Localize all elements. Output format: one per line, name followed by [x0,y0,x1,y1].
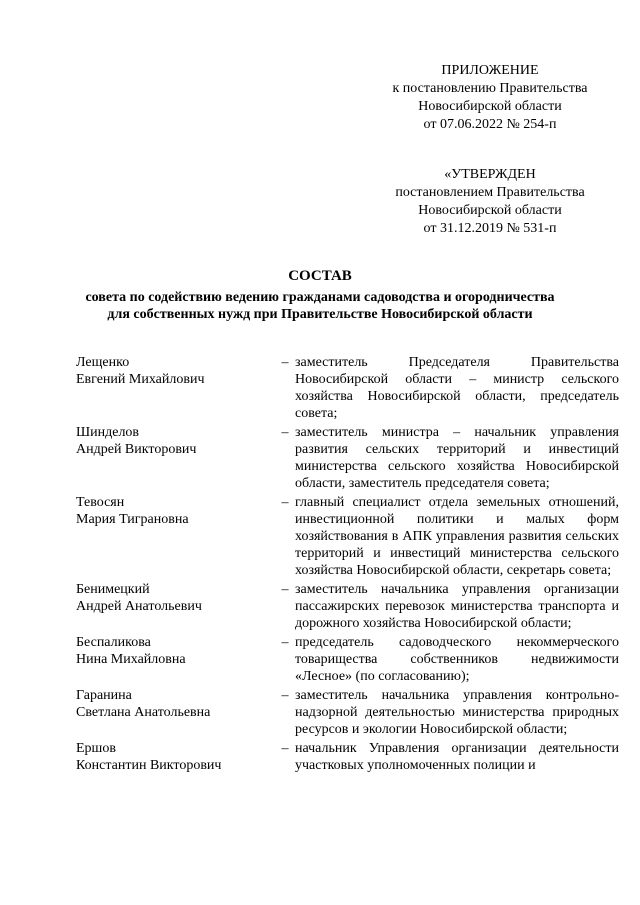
title-line-1: совета по содействию ведению гражданами садоводства и огородничества [85,290,555,305]
member-name [76,494,280,579]
member-dash: – [281,355,289,370]
approved-ref: постановлением Правительства [395,185,585,200]
member-row [76,354,621,422]
member-given-name: Андрей Анатольевич [76,599,202,614]
member-dash: – [281,741,289,756]
member-name [76,581,280,632]
member-given-name: Евгений Михайлович [76,372,205,387]
appendix-block [360,62,620,134]
title-line-2: для собственных нужд при Правительстве Новосибирской области [107,307,533,322]
appendix-ref: к постановлению Правительства [392,81,588,96]
approved-block [360,166,620,238]
document-title [20,268,620,323]
member-name [76,634,280,685]
member-surname: Гаранина [76,688,132,703]
member-row [76,424,621,492]
member-name [76,424,280,492]
approved-title: «УТВЕРЖДЕН [444,167,536,182]
member-given-name: Нина Михайловна [76,652,186,667]
member-given-name: Андрей Викторович [76,442,197,457]
member-row [76,581,621,632]
member-role: заместитель Председателя Правительства Новосибирской области – министр сельского хозяйства Новосибирской области, председатель совета; [295,355,619,421]
member-dash: – [281,688,289,703]
member-dash: – [281,425,289,440]
member-role: заместитель министра – начальник управления развития сельских территорий и инвестиций министерства сельского хозяйства Новосибирской области, заместитель председателя совета; [295,425,619,491]
member-row [76,687,621,738]
member-dash: – [281,582,289,597]
title-heading: СОСТАВ [288,268,352,284]
member-surname: Лещенко [76,355,130,370]
member-surname: Беспаликова [76,635,151,650]
member-surname: Ершов [76,741,116,756]
member-dash: – [281,635,289,650]
member-role: заместитель начальника управления организации пассажирских перевозок министерства транспорта и дорожного хозяйства Новосибирской области; [295,582,619,631]
approved-date: от 31.12.2019 № 531-п [423,221,557,236]
member-given-name: Константин Викторович [76,758,222,773]
appendix-title: ПРИЛОЖЕНИЕ [441,63,539,78]
member-dash: – [281,495,289,510]
member-surname: Тевосян [76,495,125,510]
members-list [76,354,621,776]
member-name [76,740,280,774]
member-given-name: Мария Тиграновна [76,512,189,527]
approved-region: Новосибирской области [418,203,562,218]
member-role: начальник Управления организации деятельности участковых уполномоченных полиции и [295,741,619,773]
member-role: заместитель начальника управления контрольно-надзорной деятельностью министерства природных ресурсов и экологии Новосибирской области; [295,688,619,737]
member-surname: Шинделов [76,425,140,440]
member-surname: Бенимецкий [76,582,150,597]
member-row [76,634,621,685]
member-given-name: Светлана Анатольевна [76,705,211,720]
member-name [76,687,280,738]
appendix-date: от 07.06.2022 № 254-п [423,117,557,132]
appendix-region: Новосибирской области [418,99,562,114]
member-role: председатель садоводческого некоммерческого товарищества собственников недвижимости «Лесное» (по согласованию); [295,635,619,684]
member-row [76,740,621,774]
member-name [76,354,280,422]
member-role: главный специалист отдела земельных отношений, инвестиционной политики и малых форм хозяйствования в АПК управления развития сельских территорий и инвестиций министерства сельского хозяйства Новосибирской области, секретарь совета; [295,495,619,578]
member-row [76,494,621,579]
